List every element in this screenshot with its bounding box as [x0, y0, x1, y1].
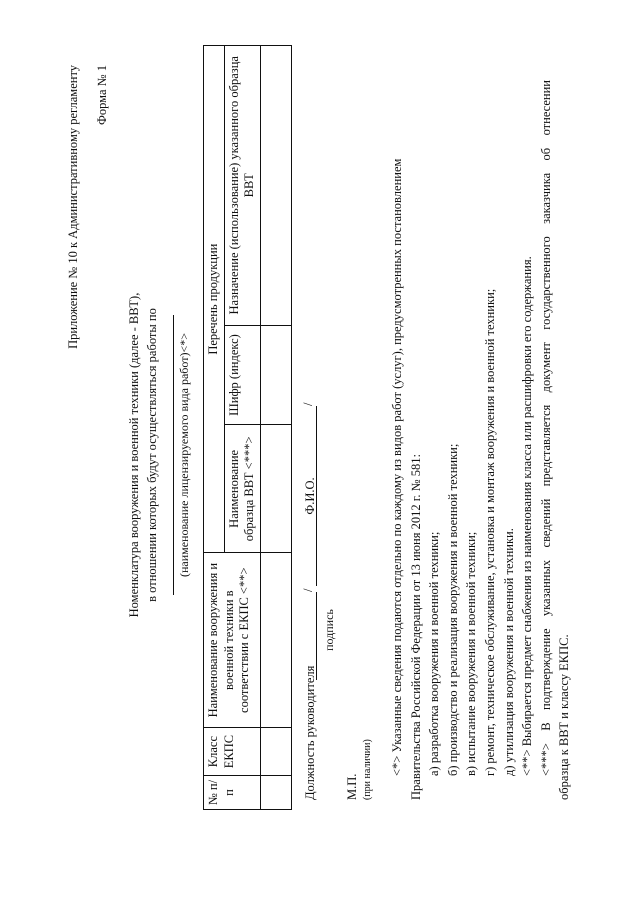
- footnote-3-continued: образца к ВВТ и классу ЕКПС.: [557, 634, 572, 800]
- appendix-reference: Приложение № 10 к Административному регламенту: [66, 65, 80, 349]
- header-purpose: Назначение (использование) указанного образца ВВТ: [224, 46, 260, 326]
- slash-separator: /: [301, 402, 315, 406]
- header-number: № п/п: [204, 776, 261, 810]
- header-product-list: Перечень продукции: [204, 46, 225, 553]
- list-item: в) испытание вооружения и военной техники;: [464, 531, 479, 776]
- table-cell: [260, 776, 291, 810]
- list-item: д) утилизация вооружения и военной техники.: [501, 528, 516, 776]
- document-title-line1: Номенклатура вооружения и военной техники (далее - ВВТ),: [127, 292, 141, 618]
- footnote-2: <**> Выбирается предмет снабжения из наименования класса или расшифровки его содержания.: [520, 256, 535, 776]
- table-row: [260, 46, 291, 810]
- footnote-1: <*> Указанные сведения подаются отдельно по каждому из видов работ (услуг), предусмотренных постановлением: [390, 158, 404, 776]
- list-item: а) разработка вооружения и военной техники;: [427, 531, 442, 776]
- table-cell: [260, 46, 291, 326]
- table-cell: [260, 425, 291, 553]
- footnote-1-continued: Правительства Российской Федерации от 13 июня 2012 г. № 581:: [408, 454, 423, 800]
- activity-blank-line: [173, 315, 174, 595]
- stamp-label: М.П.: [345, 773, 359, 800]
- footnotes: [388, 80, 574, 800]
- table-cell: [260, 728, 291, 776]
- footnote-3: <***> В подтверждение указанных сведений представляется документ государственного заказчика об отнесении: [538, 80, 553, 776]
- activity-blank-caption: (наименование лицензируемого вида работ)<*>: [177, 332, 191, 578]
- stamp-note: (при наличии): [362, 739, 373, 800]
- nomenclature-table: [203, 45, 292, 810]
- slash-separator: /: [301, 588, 315, 592]
- table-cell: [260, 553, 291, 728]
- header-ekps-class: Класс ЕКПС: [204, 728, 261, 776]
- signature-line: [316, 592, 317, 680]
- document-title-line2: в отношении которых будут осуществляться работы по: [145, 308, 159, 602]
- header-code: Шифр (индекс): [224, 325, 260, 425]
- header-sample-name: Наименование образца ВВТ <***>: [224, 425, 260, 553]
- signature-caption: подпись: [322, 609, 336, 651]
- header-vvt-name: Наименование вооружения и военной техники в соответствии с ЕКПС <**>: [204, 553, 261, 728]
- name-caption: Ф.И.О.: [303, 477, 317, 515]
- position-label: Должность руководителя: [303, 665, 317, 800]
- list-item: г) ремонт, техническое обслуживание, установка и монтаж вооружения и военной техники;: [482, 288, 497, 776]
- list-item: б) производство и реализация вооружения и военной техники;: [445, 443, 460, 776]
- table-cell: [260, 325, 291, 425]
- signature-block: [303, 240, 343, 800]
- form-number: Форма № 1: [95, 65, 109, 125]
